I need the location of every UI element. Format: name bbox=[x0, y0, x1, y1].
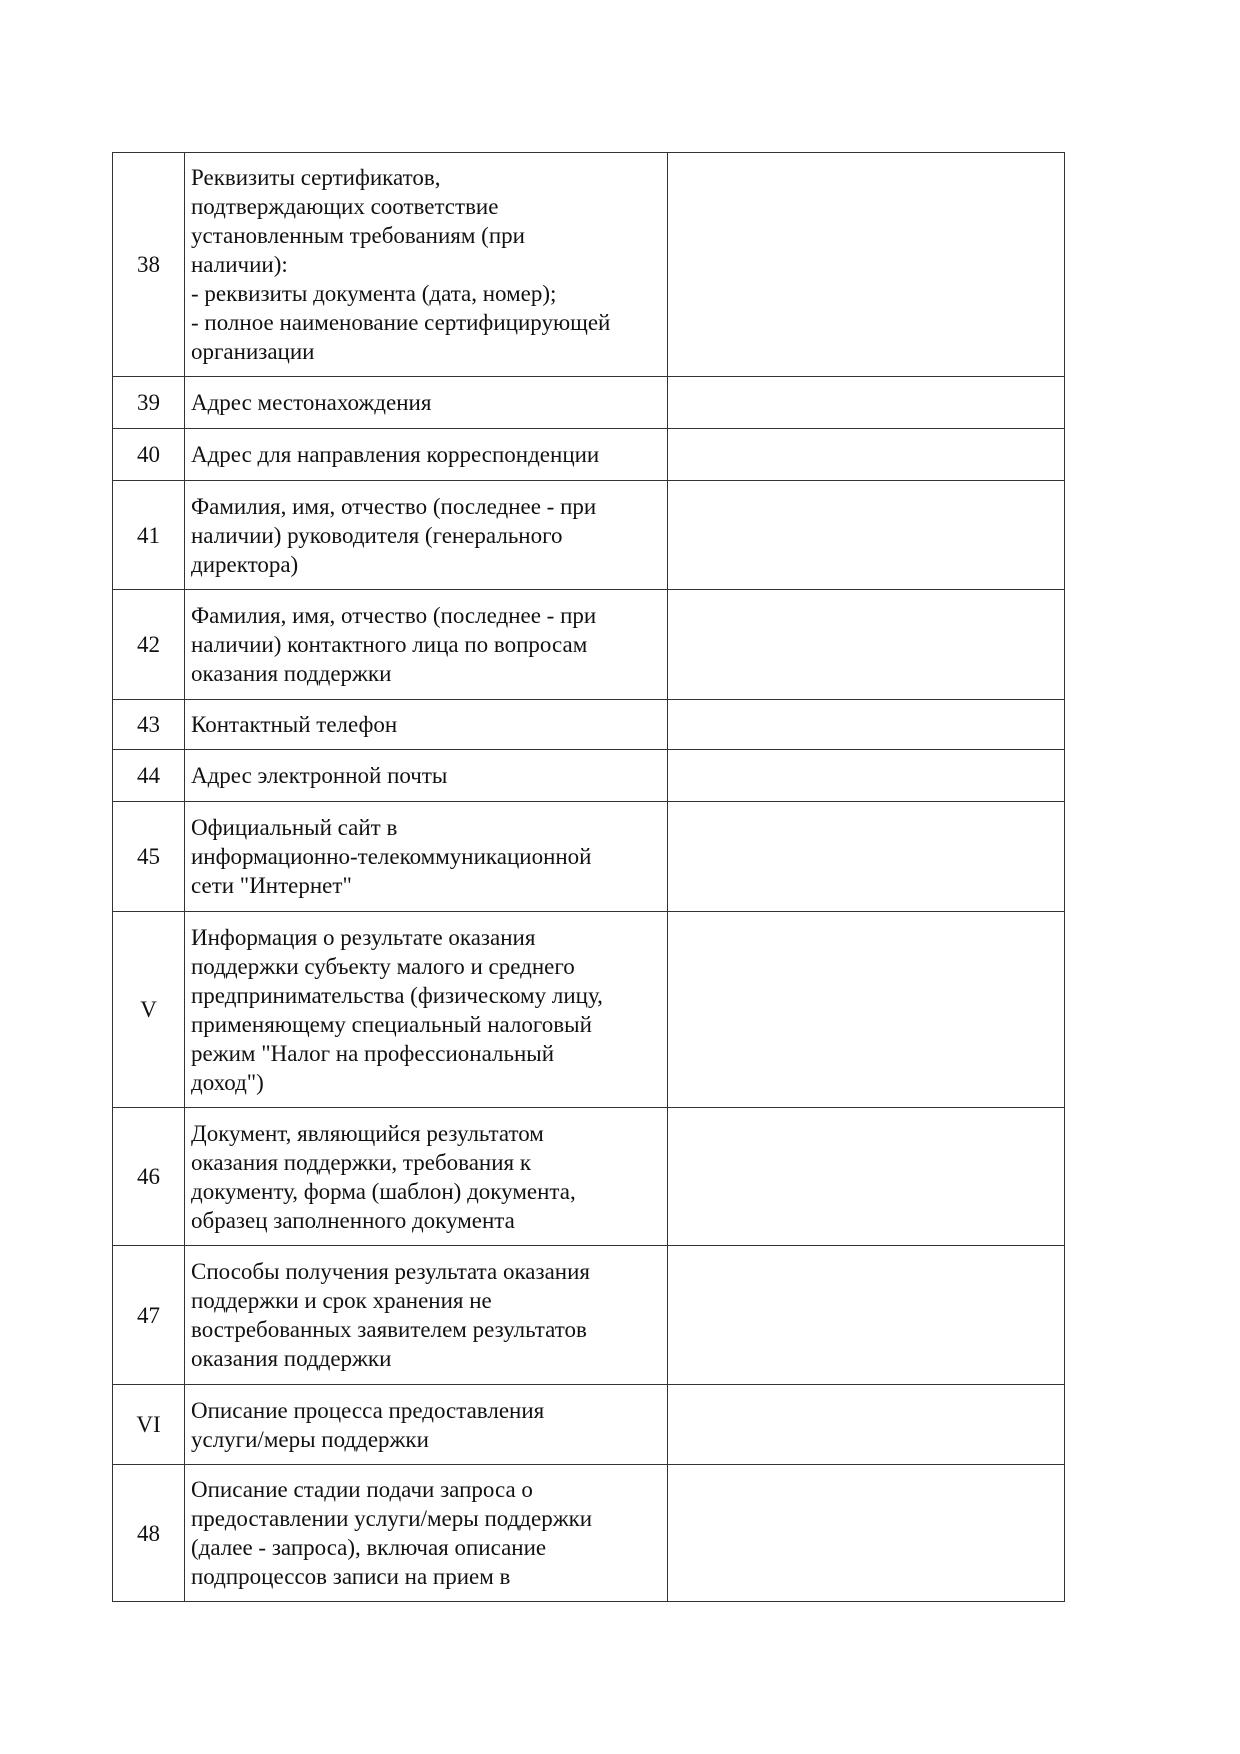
row-value[interactable] bbox=[668, 153, 1065, 377]
table-row bbox=[113, 912, 1065, 1108]
table-row bbox=[113, 429, 1065, 481]
row-value[interactable] bbox=[668, 802, 1065, 912]
row-number: VI bbox=[113, 1385, 185, 1465]
row-number: 44 bbox=[113, 750, 185, 802]
table-row bbox=[113, 153, 1065, 377]
row-value[interactable] bbox=[668, 1108, 1065, 1246]
row-description: Фамилия, имя, отчество (последнее - при наличии) руководителя (генерального директора) bbox=[185, 481, 668, 590]
row-description: Способы получения результата оказания поддержки и срок хранения не востребованных заявителем результатов оказания поддержки bbox=[185, 1246, 668, 1385]
row-number: 47 bbox=[113, 1246, 185, 1385]
table-row bbox=[113, 1465, 1065, 1602]
row-value[interactable] bbox=[668, 429, 1065, 481]
table-row bbox=[113, 590, 1065, 700]
table-row bbox=[113, 1246, 1065, 1385]
row-number: 41 bbox=[113, 481, 185, 590]
row-description: Описание стадии подачи запроса о предоставлении услуги/меры поддержки (далее - запроса), включая описание подпроцессов записи на прием в bbox=[185, 1465, 668, 1602]
row-description: Адрес для направления корреспонденции bbox=[185, 429, 668, 481]
row-number: 46 bbox=[113, 1108, 185, 1246]
table-row bbox=[113, 802, 1065, 912]
row-number: 42 bbox=[113, 590, 185, 700]
row-description: Информация о результате оказания поддержки субъекту малого и среднего предпринимательства (физическому лицу, применяющему специальный налоговый режим "Налог на профессиональный доход") bbox=[185, 912, 668, 1108]
row-description: Описание процесса предоставления услуги/меры поддержки bbox=[185, 1385, 668, 1465]
row-description: Официальный сайт в информационно-телекоммуникационной сети "Интернет" bbox=[185, 802, 668, 912]
row-number: 45 bbox=[113, 802, 185, 912]
row-number: 43 bbox=[113, 700, 185, 750]
table-row bbox=[113, 1385, 1065, 1465]
row-number: 39 bbox=[113, 377, 185, 429]
row-value[interactable] bbox=[668, 1246, 1065, 1385]
row-description: Контактный телефон bbox=[185, 700, 668, 750]
row-description: Реквизиты сертификатов, подтверждающих соответствие установленным требованиям (при наличии): - реквизиты документа (дата, номер); - полное наименование сертифицирующей организации bbox=[185, 153, 668, 377]
row-value[interactable] bbox=[668, 1465, 1065, 1602]
row-value[interactable] bbox=[668, 912, 1065, 1108]
row-value[interactable] bbox=[668, 750, 1065, 802]
row-description: Адрес местонахождения bbox=[185, 377, 668, 429]
row-value[interactable] bbox=[668, 700, 1065, 750]
row-number: V bbox=[113, 912, 185, 1108]
row-description: Документ, являющийся результатом оказания поддержки, требования к документу, форма (шаблон) документа, образец заполненного документа bbox=[185, 1108, 668, 1246]
row-value[interactable] bbox=[668, 377, 1065, 429]
row-description: Адрес электронной почты bbox=[185, 750, 668, 802]
table-row bbox=[113, 481, 1065, 590]
row-number: 48 bbox=[113, 1465, 185, 1602]
table-row bbox=[113, 750, 1065, 802]
row-description: Фамилия, имя, отчество (последнее - при наличии) контактного лица по вопросам оказания поддержки bbox=[185, 590, 668, 700]
table-row bbox=[113, 377, 1065, 429]
form-table bbox=[112, 152, 1065, 1602]
row-value[interactable] bbox=[668, 481, 1065, 590]
row-value[interactable] bbox=[668, 1385, 1065, 1465]
row-number: 40 bbox=[113, 429, 185, 481]
row-number: 38 bbox=[113, 153, 185, 377]
table-row bbox=[113, 1108, 1065, 1246]
table-row bbox=[113, 700, 1065, 750]
row-value[interactable] bbox=[668, 590, 1065, 700]
